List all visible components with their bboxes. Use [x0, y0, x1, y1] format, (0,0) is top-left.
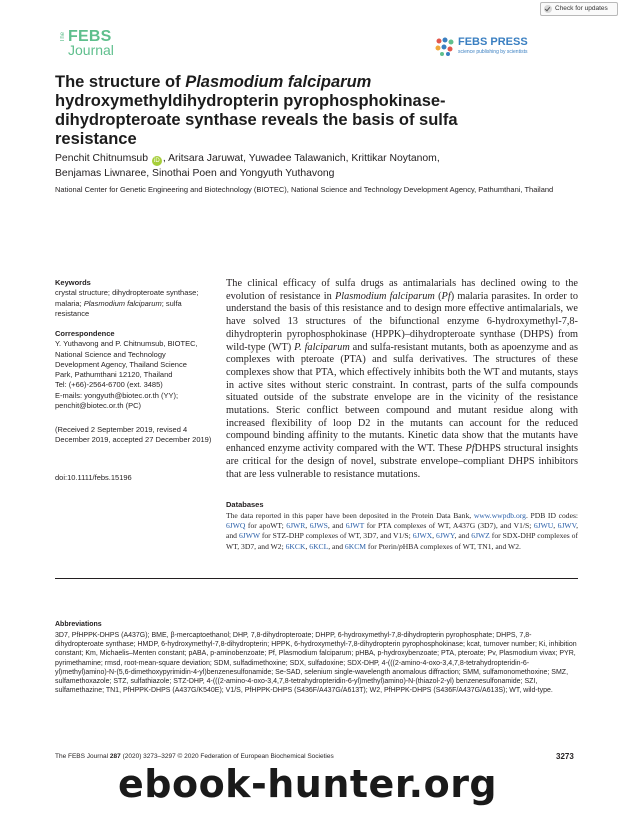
correspondence-section [55, 329, 215, 411]
pdb-id-link[interactable]: 6JWU [533, 521, 554, 531]
keywords-section [55, 278, 215, 319]
pdb-id-link[interactable]: 6KCK [285, 541, 306, 551]
press-tagline: science publishing by scientists [458, 49, 528, 55]
databases-heading: Databases [226, 500, 264, 509]
pdb-id-link[interactable]: 6KCL [309, 541, 329, 551]
footer-citation: The FEBS Journal 287 (2020) 3273–3297 © 2020 Federation of European Biochemical Societies [55, 753, 334, 760]
correspondence-line: Tel: (+66)-2564-6700 (ext. 3485) [55, 380, 163, 390]
pdb-id-link[interactable]: 6JWY [436, 531, 455, 541]
pdb-id-link[interactable]: 6JWX [412, 531, 433, 541]
keywords-text: crystal structure; dihydropteroate synthase; malaria; Plasmodium falciparum; sulfa resistance [55, 288, 199, 318]
pdb-id-link[interactable]: 6JWQ [226, 521, 246, 531]
pdb-id-link[interactable]: 6JWR [286, 521, 306, 531]
abbreviations-heading: Abbreviations [55, 621, 102, 628]
article-title: The structure of Plasmodium falciparum hydroxymethyldihydropterin pyrophosphokinase- dihydropteroate synthase reveals the basis of sulfa resistance [55, 73, 458, 148]
received-dates: (Received 2 September 2019, revised 4 December 2019, accepted 27 December 2019) [55, 425, 212, 445]
correspondence-line: Y. Yuthavong and P. Chitnumsub, BIOTEC, [55, 339, 198, 349]
affiliation: National Center for Genetic Engineering and Biotechnology (BIOTEC), National Science and Technology Development Agency, Pathumthani, Thailand [55, 185, 554, 194]
pdb-id-link[interactable]: 6JWS [309, 521, 328, 531]
febs-press-dots-icon [434, 37, 456, 57]
correspondence-line: penchit@biotec.or.th (PC) [55, 401, 141, 411]
abstract: The clinical efficacy of sulfa drugs as antimalarials has declined owing to the evolution of resistance in Plasmodium falciparum (Pf) malaria parasites. In order to understand the basis of this resistance and to design more effective antimalarials, we have solved 13 structures of the bifunctional enzyme 6-hydroxymethyl-7,8-dihydropterin pyrophosphokinase (HPPK)–dihydropteroate synthase (DHPS) from wild-type (WT) P. falciparum and sulfa-resistant mutants, both as apoenzyme and as complexes with pteroate (PTA) and sulfa derivatives. The structures of these complexes show that PTA, which effectively inhibits both the WT and mutants, stays in active sites without steric constraint. In contrast, parts of the sulfa compounds situated outside of the substrate envelope are in the vicinity of the resistance mutations. Steric conflict between compound and mutant residue along with increased flexibility of loop D2 in the mutants can account for the reduced compound binding affinity to the mutants. Kinetic data show that the mutants have enhanced enzyme activity compared with the WT. These PfDHPS structural insights are critical for the design of novel, substrate envelope–compliant DHPS inhibitors that are less vulnerable to resistance mutations. [226, 278, 578, 480]
section-divider [55, 578, 578, 579]
abbreviations-text: 3D7, PfHPPK-DHPS (A437G); BME, β-mercaptoethanol; DHP, 7,8-dihydropteroate; DHPP, 6-hydroxymethyl-7,8-dihydropterin pyrophosphate; DHPS, 7,8-dihydropteroate synthase; HMDP, 6-hydroxymethyl-7,8-dihydropterin; HPPK, 6-hydroxymethyl-7,8-dihydropterin pyrophosphokinase; kcat, turnover number; Ki, inhibition constant; Km, Michaelis–Menten constant; pABA, p-aminobenzoate; Pf, Plasmodium falciparum; pHBA, p-hydroxybenzoate; PTA, pteroate; Pv, Plasmodium vivax; PYR, pyrimethamine; rmsd, root-mean-square deviation; SDM, sulfadimethoxine; SDX, sulfadoxine; SDX-DHP, 4-(((2-amino-4-oxo-3,4,7,8-tetrahydropteridin-6-yl)methyl)amino)-N-(5,6-dimethoxypyrimidin-4-yl)benzenesulfonamide; Se-SAD, selenium single-wavelength anomalous diffraction; SMM, sulfamonomethoxine; SMZ, sulfamethoxazole; STZ, sulfathiazole; STZ-DHP, 4-(((2-amino-4-oxo-3,4,7,8-tetrahydropteridin-6-yl)methyl)amino)-N-(thiazol-2-yl) benzenesulfonamide; SZI, sulfamethazine; TN1, PfHPPK-DHPS (A437G/K540E); V1/S, PfHPPK-DHPS (S436F/A437G/A613T); W2, PfHPPK-DHPS (S436F/A437G/A613S); WT, wild-type. [55, 632, 577, 695]
pdb-id-link[interactable]: 6JWV [557, 521, 577, 531]
correspondence-line: E-mails: yongyuth@biotec.or.th (YY); [55, 390, 179, 400]
watermark: ebook-hunter.org [118, 762, 498, 806]
pdb-id-link[interactable]: 6JWZ [471, 531, 490, 541]
correspondence-line: National Science and Technology [55, 349, 166, 359]
pdb-id-link[interactable]: 6JWW [238, 531, 260, 541]
correspondence-heading: Correspondence [55, 329, 115, 338]
press-name: FEBS PRESS [458, 36, 528, 48]
doi[interactable]: doi:10.1111/febs.15196 [55, 473, 132, 482]
check-icon [544, 5, 552, 13]
pdb-id-link[interactable]: 6KCM [344, 541, 367, 551]
pdb-link[interactable]: www.wwpdb.org [473, 511, 526, 520]
databases-text: The data reported in this paper have been deposited in the Protein Data Bank, www.wwpdb.org. PDB ID codes: 6JWQ for apoWT; 6JWR, 6JWS, and 6JWT for PTA complexes of WT, A437G (3D7), and V1/S; 6JWU, 6JWV, and 6JWW for STZ-DHP complexes of WT, 3D7, and V1/S; 6JWX, 6JWY, and 6JWZ for SDX-DHP complexes of WT, 3D7, and W2; 6KCK, 6KCL, and 6KCM for Pterin/pHBA complexes of WT, TN1, and W2. [226, 511, 579, 551]
corresponding-author: Penchit Chitnumsub [55, 153, 148, 164]
check-for-updates-button[interactable] [540, 2, 618, 16]
orcid-icon[interactable]: iD [152, 156, 162, 166]
correspondence-line: Development Agency, Thailand Science [55, 359, 187, 369]
page-number: 3273 [556, 752, 574, 761]
pdb-id-link[interactable]: 6JWT [345, 521, 365, 531]
check-for-updates-label: Check for updates [555, 5, 608, 12]
correspondence-line: Park, Pathumthani 12120, Thailand [55, 370, 173, 380]
author-list: Penchit Chitnumsub iD , Aritsara Jaruwat, Yuwadee Talawanich, Krittikar Noytanom, Benjamas Liwnaree, Sinothai Poen and Yongyuth Yuthavong [55, 153, 440, 179]
keywords-heading: Keywords [55, 278, 91, 287]
